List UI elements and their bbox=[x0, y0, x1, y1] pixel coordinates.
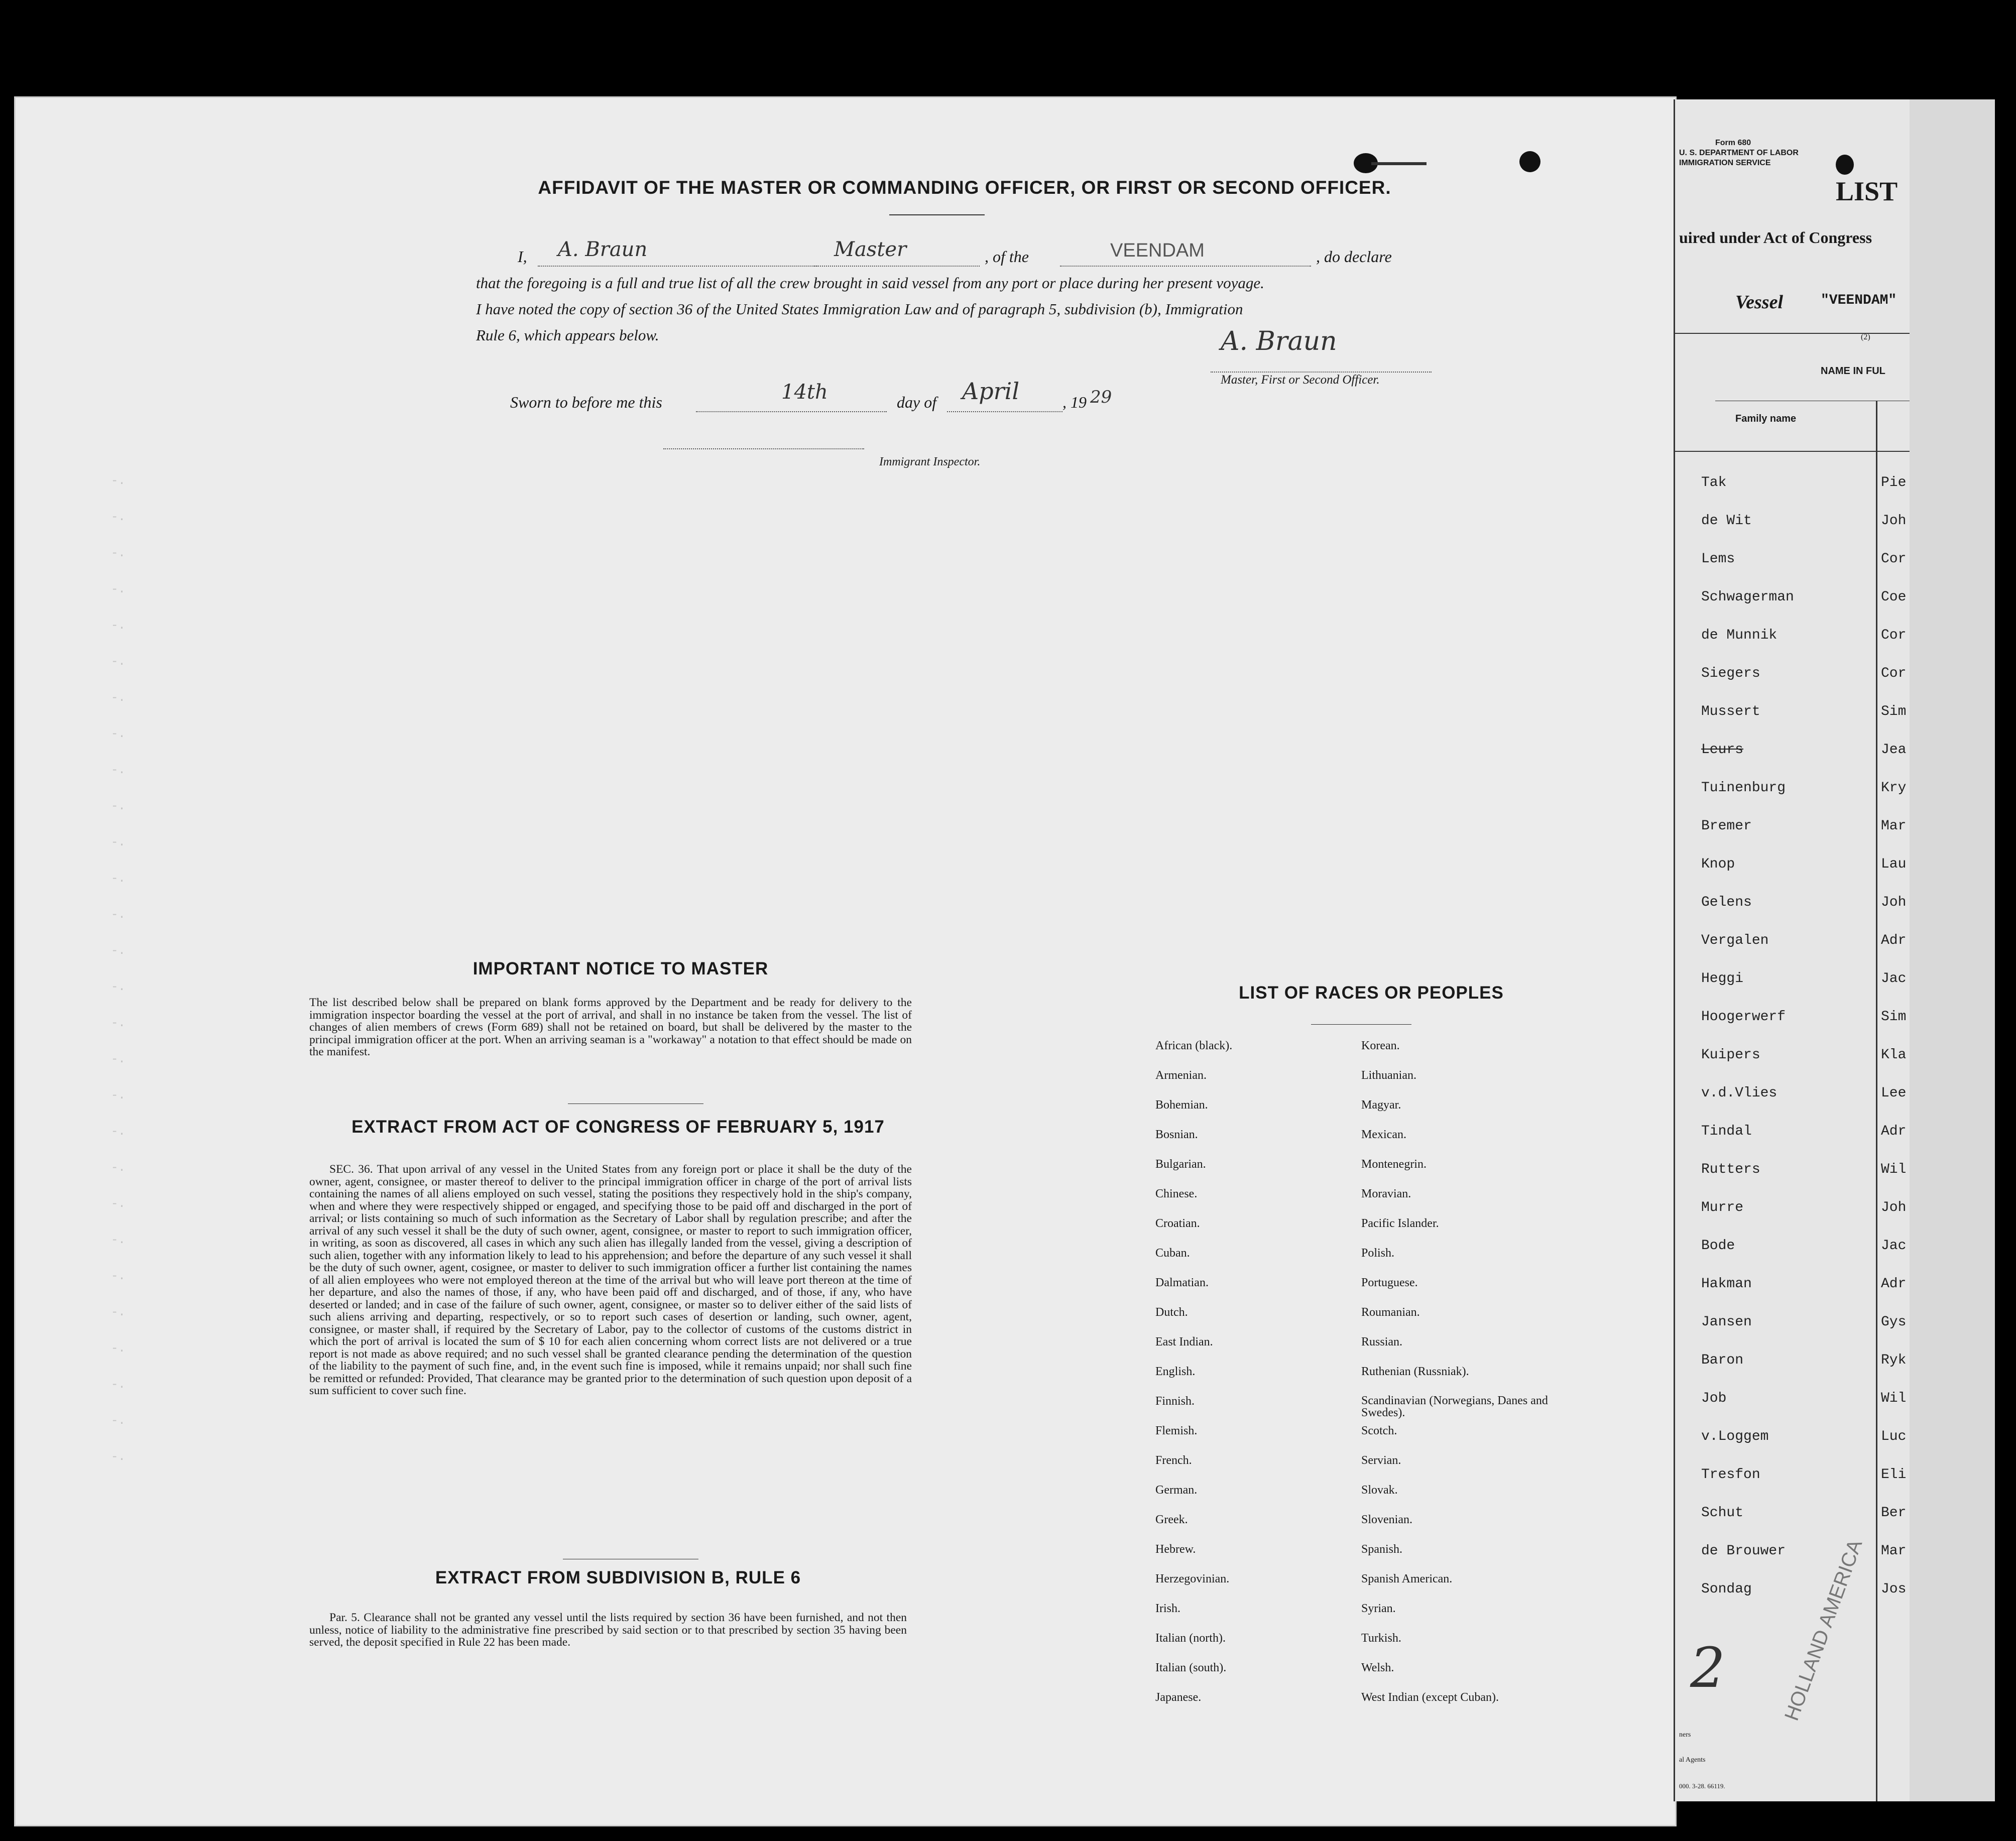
crew-family-name: Vergalen bbox=[1701, 933, 1769, 948]
day-blank bbox=[696, 411, 887, 412]
service-name: IMMIGRATION SERVICE bbox=[1679, 159, 1771, 167]
race-item: Pacific Islander. bbox=[1361, 1217, 1439, 1230]
inspector-sign-line bbox=[663, 448, 864, 449]
crew-given-name: Jea bbox=[1881, 742, 1907, 758]
crew-given-name: Kla bbox=[1881, 1047, 1907, 1063]
race-item: Finnish. bbox=[1155, 1395, 1195, 1408]
crew-family-name: Leurs bbox=[1701, 742, 1744, 758]
sworn-day: 14th bbox=[781, 381, 828, 404]
notice-text: The list described below shall be prepared on blank forms approved by the Department and be ready for delivery to the immigration inspector boarding the vessel at the port of arrival, and shall in no instance be taken from the vessel. The list of changes of alien members of crews (Form 689) shall not be retained on board, but shall be delivered by the master to the principal immigration officer at the port. When an arriving seaman is a "workaway" a notation to that effect should be made on the manifest. bbox=[309, 996, 912, 1058]
race-item: Spanish. bbox=[1361, 1543, 1403, 1556]
crew-given-name: Sim bbox=[1881, 1009, 1907, 1025]
race-item: Flemish. bbox=[1155, 1424, 1198, 1437]
name-blank bbox=[538, 266, 819, 267]
race-item: German. bbox=[1155, 1484, 1198, 1497]
race-item: Scandinavian (Norwegians, Danes and Swedes). bbox=[1361, 1394, 1548, 1419]
race-item: Turkish. bbox=[1361, 1632, 1401, 1645]
ink-mark bbox=[1371, 162, 1427, 165]
master-signature: A. Braun bbox=[558, 238, 648, 261]
crew-family-name: Hoogerwerf bbox=[1701, 1009, 1786, 1025]
required-under: uired under Act of Congress bbox=[1679, 228, 1872, 247]
race-item: Irish. bbox=[1155, 1602, 1180, 1615]
crew-family-name: Tindal bbox=[1701, 1124, 1752, 1139]
race-item: Chinese. bbox=[1155, 1187, 1198, 1200]
crew-family-name: Bode bbox=[1701, 1238, 1735, 1254]
crew-family-name: Tak bbox=[1701, 475, 1727, 490]
crew-family-name: Mussert bbox=[1701, 704, 1760, 719]
crew-family-name: Sondag bbox=[1701, 1581, 1752, 1597]
crew-family-name: Schut bbox=[1701, 1505, 1744, 1521]
race-item: Greek. bbox=[1155, 1513, 1188, 1526]
crew-family-name: Lems bbox=[1701, 551, 1735, 567]
crew-family-name: v.Loggem bbox=[1701, 1429, 1769, 1444]
crew-family-name: de Munnik bbox=[1701, 628, 1777, 643]
race-item: Italian (south). bbox=[1155, 1661, 1227, 1674]
crew-given-name: Mar bbox=[1881, 818, 1907, 834]
vessel-stamp: VEENDAM bbox=[1110, 240, 1205, 261]
affidavit-title-rule bbox=[889, 214, 985, 215]
race-item: Magyar. bbox=[1361, 1098, 1401, 1112]
affidavit-line3: I have noted the copy of section 36 of the United States Immigration Law and of paragraph 5, subdivision (b), Immigration bbox=[476, 300, 1243, 318]
sworn-prefix: Sworn to before me this bbox=[510, 393, 662, 411]
crew-given-name: Cor bbox=[1881, 666, 1907, 681]
race-item: Servian. bbox=[1361, 1454, 1401, 1467]
crew-given-name: Coe bbox=[1881, 589, 1907, 605]
day-of-label: day of bbox=[897, 393, 937, 411]
footer-owners: ners bbox=[1679, 1731, 1691, 1739]
notice-rule bbox=[568, 1103, 703, 1104]
crew-given-name: Wil bbox=[1881, 1391, 1907, 1406]
crew-given-name: Joh bbox=[1881, 513, 1907, 529]
crew-given-name: Joh bbox=[1881, 895, 1907, 910]
race-item: Japanese. bbox=[1155, 1691, 1202, 1704]
column-number: (2) bbox=[1861, 333, 1870, 341]
crew-family-name: Tresfon bbox=[1701, 1467, 1760, 1483]
crew-given-name: Ryk bbox=[1881, 1353, 1907, 1368]
crew-family-name: de Wit bbox=[1701, 513, 1752, 529]
crew-given-name: Pie bbox=[1881, 475, 1907, 490]
rank-handwritten: Master bbox=[834, 238, 907, 261]
year-prefix: , 19 bbox=[1062, 393, 1087, 411]
race-item: Dalmatian. bbox=[1155, 1276, 1209, 1289]
crew-family-name: v.d.Vlies bbox=[1701, 1085, 1777, 1101]
crew-given-name: Gys bbox=[1881, 1314, 1907, 1330]
crew-given-name: Jac bbox=[1881, 971, 1907, 987]
list-heading: LIST bbox=[1836, 176, 1898, 206]
race-item: Spanish American. bbox=[1361, 1572, 1453, 1585]
right-page-edge bbox=[1910, 99, 1995, 1801]
race-item: Roumanian. bbox=[1361, 1306, 1420, 1319]
rule-text: Par. 5. Clearance shall not be granted any vessel until the lists required by section 36 have been furnished, and not then unless, notice of liability to the administrative fine prescribed by said section or to that prescribed by section 35 having been served, the deposit specified in Rule 22 has been made. bbox=[309, 1611, 907, 1649]
crew-family-name: Heggi bbox=[1701, 971, 1744, 987]
race-item: Slovenian. bbox=[1361, 1513, 1412, 1526]
race-item: Polish. bbox=[1361, 1247, 1395, 1260]
year-handwritten: 29 bbox=[1090, 387, 1112, 407]
race-item: Herzegovinian. bbox=[1155, 1572, 1230, 1585]
race-item: French. bbox=[1155, 1454, 1192, 1467]
holland-america-stamp: HOLLAND AMERICA bbox=[1781, 1536, 1867, 1724]
affidavit-i-label: I, bbox=[518, 248, 527, 266]
bleed-through: -. -. -. -. -. -. -. -. -. -. -. -. -. -. -. -. -. -. -. -. -. -. -. -. -. -. -. -. bbox=[111, 474, 126, 1464]
crew-family-name: Rutters bbox=[1701, 1162, 1760, 1177]
punch-hole bbox=[1836, 155, 1854, 175]
race-item: Korean. bbox=[1361, 1039, 1400, 1052]
race-item: West Indian (except Cuban). bbox=[1361, 1691, 1499, 1704]
race-item: Armenian. bbox=[1155, 1069, 1207, 1082]
crew-given-name: Eli bbox=[1881, 1467, 1907, 1483]
right-page bbox=[1674, 99, 1911, 1801]
crew-given-name: Jac bbox=[1881, 1238, 1907, 1254]
vessel-label: Vessel bbox=[1735, 292, 1783, 313]
officer-sign-line bbox=[1211, 372, 1432, 373]
of-the-label: , of the bbox=[985, 248, 1029, 266]
footer-print-code: 000. 3-28. 66119. bbox=[1679, 1782, 1725, 1790]
crew-family-name: Schwagerman bbox=[1701, 589, 1794, 605]
crew-family-name: Bremer bbox=[1701, 818, 1752, 834]
race-item: Mexican. bbox=[1361, 1128, 1406, 1141]
month-blank bbox=[947, 411, 1062, 412]
race-item: Moravian. bbox=[1361, 1187, 1411, 1200]
crew-given-name: Luc bbox=[1881, 1429, 1907, 1444]
affidavit-line1 bbox=[518, 238, 1452, 270]
race-item: Montenegrin. bbox=[1361, 1158, 1427, 1171]
vessel-name: "VEENDAM" bbox=[1821, 293, 1897, 308]
race-item: Lithuanian. bbox=[1361, 1069, 1416, 1082]
races-title: LIST OF RACES OR PEOPLES bbox=[1239, 983, 1504, 1003]
crew-family-name: de Brouwer bbox=[1701, 1543, 1786, 1559]
race-item: Croatian. bbox=[1155, 1217, 1200, 1230]
crew-given-name: Wil bbox=[1881, 1162, 1907, 1177]
crew-family-name: Gelens bbox=[1701, 895, 1752, 910]
crew-given-name: Cor bbox=[1881, 628, 1907, 643]
race-item: Bohemian. bbox=[1155, 1098, 1208, 1112]
crew-given-name: Adr bbox=[1881, 933, 1907, 948]
inspector-caption: Immigrant Inspector. bbox=[879, 455, 981, 468]
left-page bbox=[14, 96, 1677, 1826]
crew-given-name: Lee bbox=[1881, 1085, 1907, 1101]
family-name-header: Family name bbox=[1735, 413, 1797, 424]
race-item: Bulgarian. bbox=[1155, 1158, 1206, 1171]
crew-given-name: Mar bbox=[1881, 1543, 1907, 1559]
officer-caption: Master, First or Second Officer. bbox=[1221, 373, 1380, 387]
footer-agents: al Agents bbox=[1679, 1756, 1706, 1764]
race-item: Slovak. bbox=[1361, 1484, 1398, 1497]
affidavit-line4: Rule 6, which appears below. bbox=[476, 326, 659, 344]
do-declare-label: , do declare bbox=[1316, 248, 1392, 266]
crew-given-name: Lau bbox=[1881, 856, 1907, 872]
race-item: Dutch. bbox=[1155, 1306, 1188, 1319]
punch-hole bbox=[1519, 151, 1540, 172]
rank-blank bbox=[814, 266, 980, 267]
vessel-blank bbox=[1060, 266, 1311, 267]
crew-given-name: Adr bbox=[1881, 1124, 1907, 1139]
crew-family-name: Siegers bbox=[1701, 666, 1760, 681]
sworn-month: April bbox=[962, 378, 1020, 405]
crew-given-name: Jos bbox=[1881, 1581, 1907, 1597]
crew-given-name: Sim bbox=[1881, 704, 1907, 719]
crew-family-name: Job bbox=[1701, 1391, 1727, 1406]
race-item: Cuban. bbox=[1155, 1247, 1190, 1260]
races-rule bbox=[1311, 1024, 1411, 1025]
crew-given-name: Kry bbox=[1881, 780, 1907, 796]
form-number: Form 680 bbox=[1715, 139, 1751, 147]
crew-family-name: Tuinenburg bbox=[1701, 780, 1786, 796]
act-title: EXTRACT FROM ACT OF CONGRESS OF FEBRUARY 5, 1917 bbox=[351, 1117, 885, 1137]
race-item: English. bbox=[1155, 1365, 1196, 1378]
race-item: Italian (north). bbox=[1155, 1632, 1226, 1645]
crew-given-name: Cor bbox=[1881, 551, 1907, 567]
race-item: Ruthenian (Russniak). bbox=[1361, 1365, 1469, 1378]
crew-family-name: Murre bbox=[1701, 1200, 1744, 1215]
crew-family-name: Baron bbox=[1701, 1353, 1744, 1368]
race-item: Bosnian. bbox=[1155, 1128, 1198, 1141]
header-rule bbox=[1675, 333, 1911, 334]
crew-family-name: Kuipers bbox=[1701, 1047, 1760, 1063]
race-item: Portuguese. bbox=[1361, 1276, 1418, 1289]
sworn-line bbox=[510, 378, 1163, 415]
race-item: Scotch. bbox=[1361, 1424, 1397, 1437]
column-divider bbox=[1876, 401, 1877, 1801]
affidavit-title: AFFIDAVIT OF THE MASTER OR COMMANDING OFFICER, OR FIRST OR SECOND OFFICER. bbox=[538, 177, 1391, 198]
act-text: SEC. 36. That upon arrival of any vessel in the United States from any foreign port or place it shall be the duty of the owner, agent, consignee, or master thereof to deliver to the principal immigration officer in charge of the port of arrival lists containing the names of all aliens employed on such vessel, stating the positions they respectively hold in the ship's company, when and where they were respectively shipped or engaged, and specifying those to be paid off and discharged in the port of arrival; or lists containing so much of such information as the Secretary of Labor shall by regulation prescribe; and after the arrival of any such vessel it shall be the duty of such owner, agent, consignee, or master to report to such immigration officer, in writing, as soon as discovered, all cases in which any such alien has illegally landed from the vessel, giving a description of such alien, together with any information likely to lead to his apprehension; and before the departure of any such vessel it shall be the duty of such owner, agent, cosignee, or master to deliver to such immigration officer a further list containing the names of all alien employees who were not employed thereon at the time of the arrival but who will leave port thereon at the time of her departure, and also the names of those, if any, who have been paid off and discharged, and of those, if any, who have deserted or landed; and in case of the failure of such owner, agent, consignee, or master so to deliver either of the said lists of such aliens arriving and departing, respectively, or so to report such cases of desertion or landing, such owner, agent, consignee, or master shall, if required by the Secretary of Labor, pay to the collector of customs of the customs district in which the port of arrival is located the sum of $ 10 for each alien concerning whom correct lists are not delivered or a true report is not made as above required; and no such vessel shall be granted clearance pending the determination of the question of the liability to the payment of such fine, and, in the event such fine is imposed, while it remains unpaid; nor shall such fine be remitted or refunded: Provided, That clearance may be granted prior to the determination of such question upon deposit of a sum sufficient to cover such fine. bbox=[309, 1163, 912, 1397]
crew-family-name: Hakman bbox=[1701, 1276, 1752, 1292]
crew-given-name: Ber bbox=[1881, 1505, 1907, 1521]
race-item: Welsh. bbox=[1361, 1661, 1394, 1674]
officer-signature: A. Braun bbox=[1221, 326, 1337, 356]
rule-title: EXTRACT FROM SUBDIVISION B, RULE 6 bbox=[435, 1568, 801, 1587]
handwritten-page-number: 2 bbox=[1690, 1636, 1725, 1700]
name-in-full-header: NAME IN FUL bbox=[1821, 365, 1885, 377]
notice-title: IMPORTANT NOTICE TO MASTER bbox=[472, 959, 769, 978]
crew-family-name: Jansen bbox=[1701, 1314, 1752, 1330]
race-item: Russian. bbox=[1361, 1335, 1403, 1348]
race-item: African (black). bbox=[1155, 1039, 1233, 1052]
race-item: East Indian. bbox=[1155, 1335, 1213, 1348]
affidavit-line2: that the foregoing is a full and true list of all the crew brought in said vessel from any port or place during her present voyage. bbox=[476, 274, 1264, 292]
race-item: Syrian. bbox=[1361, 1602, 1396, 1615]
crew-family-name: Knop bbox=[1701, 856, 1735, 872]
race-item: Hebrew. bbox=[1155, 1543, 1196, 1556]
department-name: U. S. DEPARTMENT OF LABOR bbox=[1679, 149, 1799, 157]
crew-given-name: Adr bbox=[1881, 1276, 1907, 1292]
crew-given-name: Joh bbox=[1881, 1200, 1907, 1215]
